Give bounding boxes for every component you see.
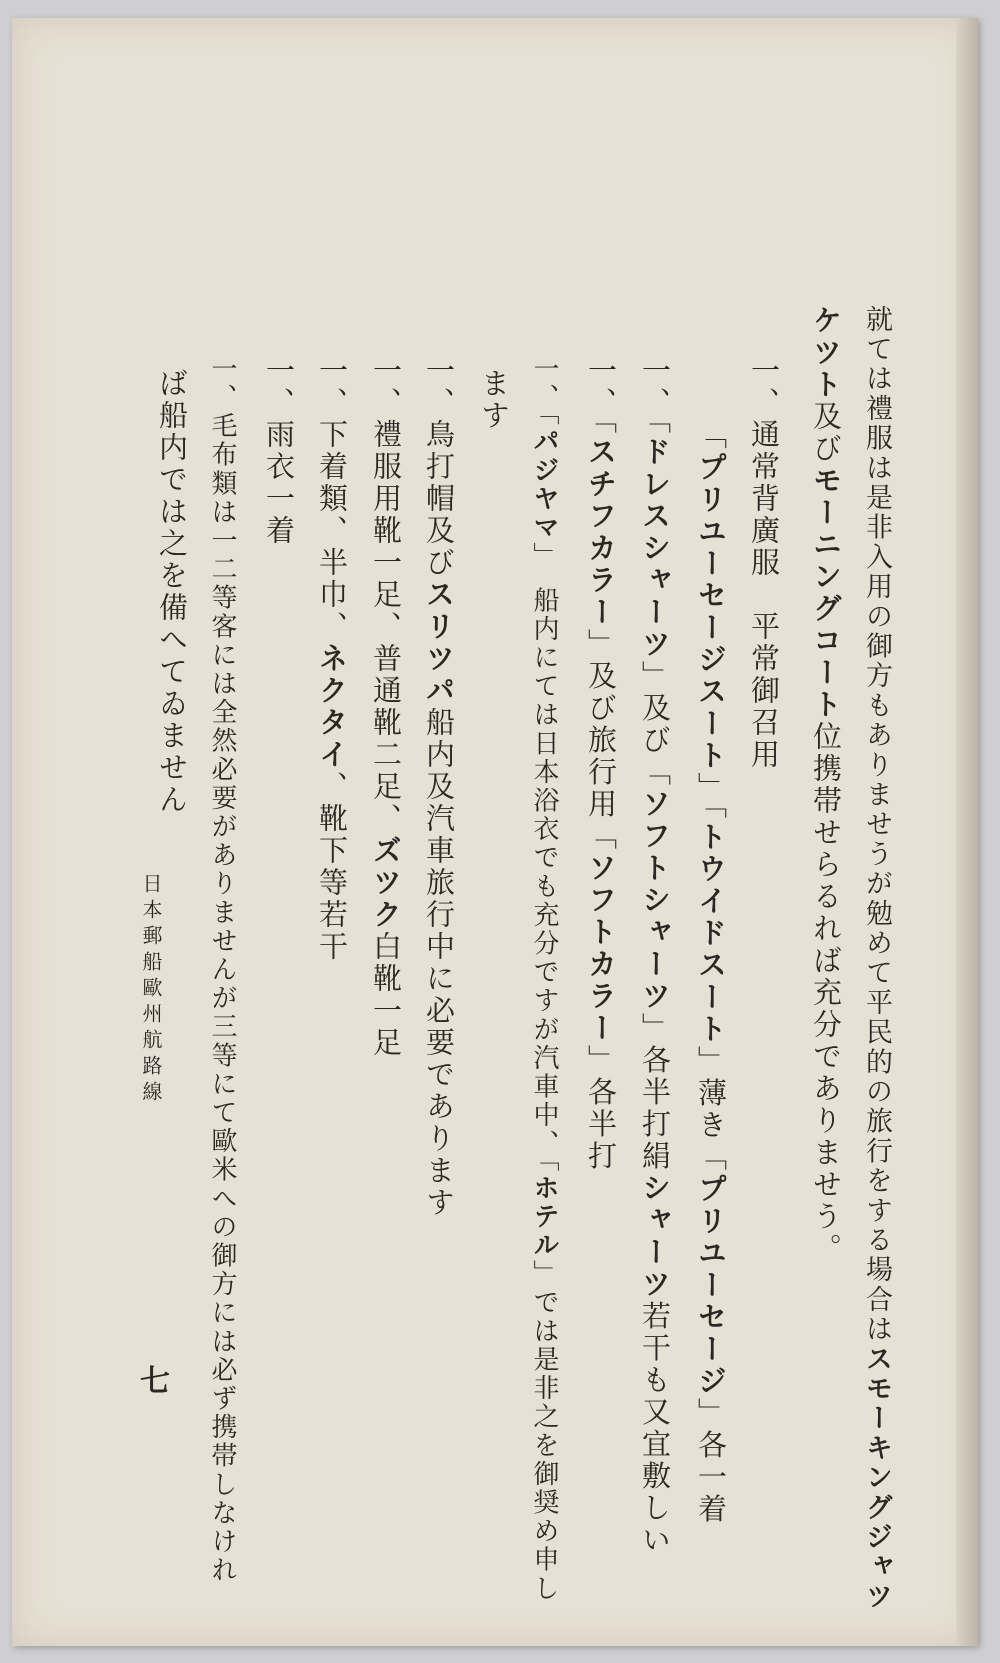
bold-term: パジヤマ xyxy=(529,427,559,543)
bold-term: トウイドスート xyxy=(694,821,728,1046)
text-column xyxy=(477,368,511,432)
text-run: 一、通常背廣服 平常御召用 xyxy=(747,355,781,771)
text-run: 」 船内にては日本浴衣でも充分ですが汽車中、「 xyxy=(529,542,559,1175)
text-run: 白靴一足 xyxy=(369,931,403,1059)
bold-term: スモーキングジャツ xyxy=(861,1344,892,1612)
text-column xyxy=(262,355,296,547)
text-run: 一、禮服用靴一足、普通靴二足、 xyxy=(369,355,403,835)
text-column xyxy=(155,368,189,816)
text-run: 若干も又宜敷しい xyxy=(638,1300,672,1557)
text-run: 一、雨衣一着 xyxy=(262,355,296,547)
text-run: 一、「 xyxy=(529,355,559,428)
text-column xyxy=(584,355,618,1173)
bold-term: モーニングコート xyxy=(809,465,843,721)
text-run: 位携帯せらるれば充分でありませう。 xyxy=(809,721,843,1265)
text-run: 」各半打絹 xyxy=(638,1012,672,1173)
bold-term: スチフカラー xyxy=(584,436,618,629)
text-column xyxy=(863,305,890,1612)
book-page xyxy=(12,18,978,1646)
bold-term: ソフトカラー xyxy=(584,852,618,1045)
text-column xyxy=(638,355,672,1557)
text-run: 就ては禮服は是非入用の御方もありませうが勉めて平民的の旅行をする場合は xyxy=(861,305,892,1345)
text-run: 」及び旅行用「 xyxy=(584,628,618,853)
page-spine-shadow xyxy=(956,18,978,1646)
text-column xyxy=(809,305,843,1265)
text-run: 一、下着類、半巾、 xyxy=(315,355,349,643)
text-run: 及び xyxy=(809,401,843,465)
text-run: 一、鳥打帽及び xyxy=(422,355,456,579)
text-run: 、靴下等若干 xyxy=(315,771,349,963)
bold-term: シャーツ xyxy=(638,1172,672,1301)
bold-term: ホテル xyxy=(529,1174,559,1260)
text-column xyxy=(422,355,456,1219)
bold-term: プリユーセージ xyxy=(694,1173,728,1398)
bold-term: スリツパ xyxy=(422,579,456,707)
text-run: ます xyxy=(477,368,511,432)
text-column xyxy=(209,355,235,1585)
text-column xyxy=(694,420,728,1526)
text-column xyxy=(369,355,403,1059)
text-run: 一、「 xyxy=(638,355,672,437)
page-number: 七 xyxy=(140,1364,170,1399)
text-run: 」「 xyxy=(694,772,728,822)
text-run: 船内及汽車旅行中に必要であります xyxy=(422,707,456,1219)
running-footer: 日本郵船歐州航路線 xyxy=(139,873,163,1107)
bold-term: ソフトシャーツ xyxy=(638,788,672,1013)
text-run: ば船内では之を備へてゐません xyxy=(155,368,189,816)
bold-term: ネクタイ xyxy=(315,643,349,771)
text-run: 」薄き「 xyxy=(694,1045,728,1174)
bold-term: プリユーセージスート xyxy=(694,452,728,772)
text-run: 」及び「 xyxy=(638,660,672,789)
bold-term: ドレスシャーツ xyxy=(638,436,672,661)
text-run: 「 xyxy=(694,420,728,452)
text-run: 」各一着 xyxy=(694,1397,728,1526)
text-column xyxy=(315,355,349,963)
bold-term: ケツト xyxy=(809,305,843,401)
text-run: 一、「 xyxy=(584,355,618,437)
bold-term: ズツク xyxy=(369,835,403,931)
text-run: 一、毛布類は一二等客には全然必要がありませんが三等にて歐米への御方には必ず携帯しなけれ xyxy=(207,355,237,1585)
text-column xyxy=(531,355,557,1603)
text-run: 」では是非之を御奨め申し xyxy=(529,1259,559,1604)
text-column xyxy=(747,355,781,771)
text-run: 」各半打 xyxy=(584,1044,618,1173)
